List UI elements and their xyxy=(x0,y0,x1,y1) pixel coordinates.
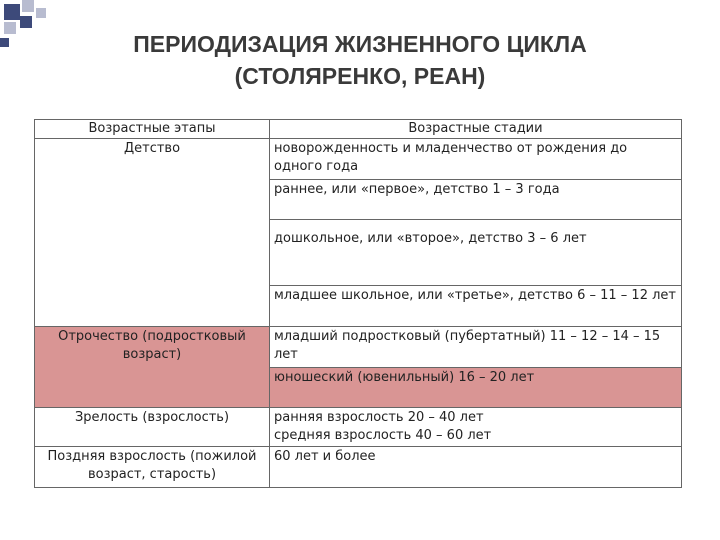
table-header-row xyxy=(35,120,682,139)
title-line-2: (СТОЛЯРЕНКО, РЕАН) xyxy=(234,63,486,89)
substage-cell-highlighted: юношеский (ювенильный) 16 – 20 лет xyxy=(270,368,682,408)
substage-cell: раннее, или «первое», детство 1 – 3 года xyxy=(270,180,682,220)
table-row xyxy=(35,139,682,180)
substage-cell xyxy=(270,408,682,447)
substage-cell: младшее школьное, или «третье», детство 6 – 11 – 12 лет xyxy=(270,286,682,327)
title-line-1: ПЕРИОДИЗАЦИЯ ЖИЗНЕННОГО ЦИКЛА xyxy=(133,31,587,57)
substage-cell: младший подростковый (пубертатный) 11 – 12 – 14 – 15 лет xyxy=(270,327,682,368)
substage-line: ранняя взрослость 20 – 40 лет xyxy=(274,410,484,425)
substage-line: средняя взрослость 40 – 60 лет xyxy=(274,428,492,443)
stage-cell-adolescence: Отрочество (подростковый возраст) xyxy=(35,327,270,408)
stage-cell-late-adulthood: Поздняя взрослость (пожилой возраст, старость) xyxy=(35,447,270,488)
stage-cell-childhood: Детство xyxy=(35,139,270,327)
substage-cell: дошкольное, или «второе», детство 3 – 6 лет xyxy=(270,220,682,286)
substage-cell: 60 лет и более xyxy=(270,447,682,488)
page-title xyxy=(60,28,660,92)
table-row xyxy=(35,447,682,488)
header-age-substages: Возрастные стадии xyxy=(270,120,682,139)
stage-cell-adulthood: Зрелость (взрослость) xyxy=(35,408,270,447)
substage-cell: новорожденность и младенчество от рождения до одного года xyxy=(270,139,682,180)
header-age-stages: Возрастные этапы xyxy=(35,120,270,139)
life-cycle-table xyxy=(34,119,682,488)
table-row xyxy=(35,327,682,368)
table-row xyxy=(35,408,682,447)
